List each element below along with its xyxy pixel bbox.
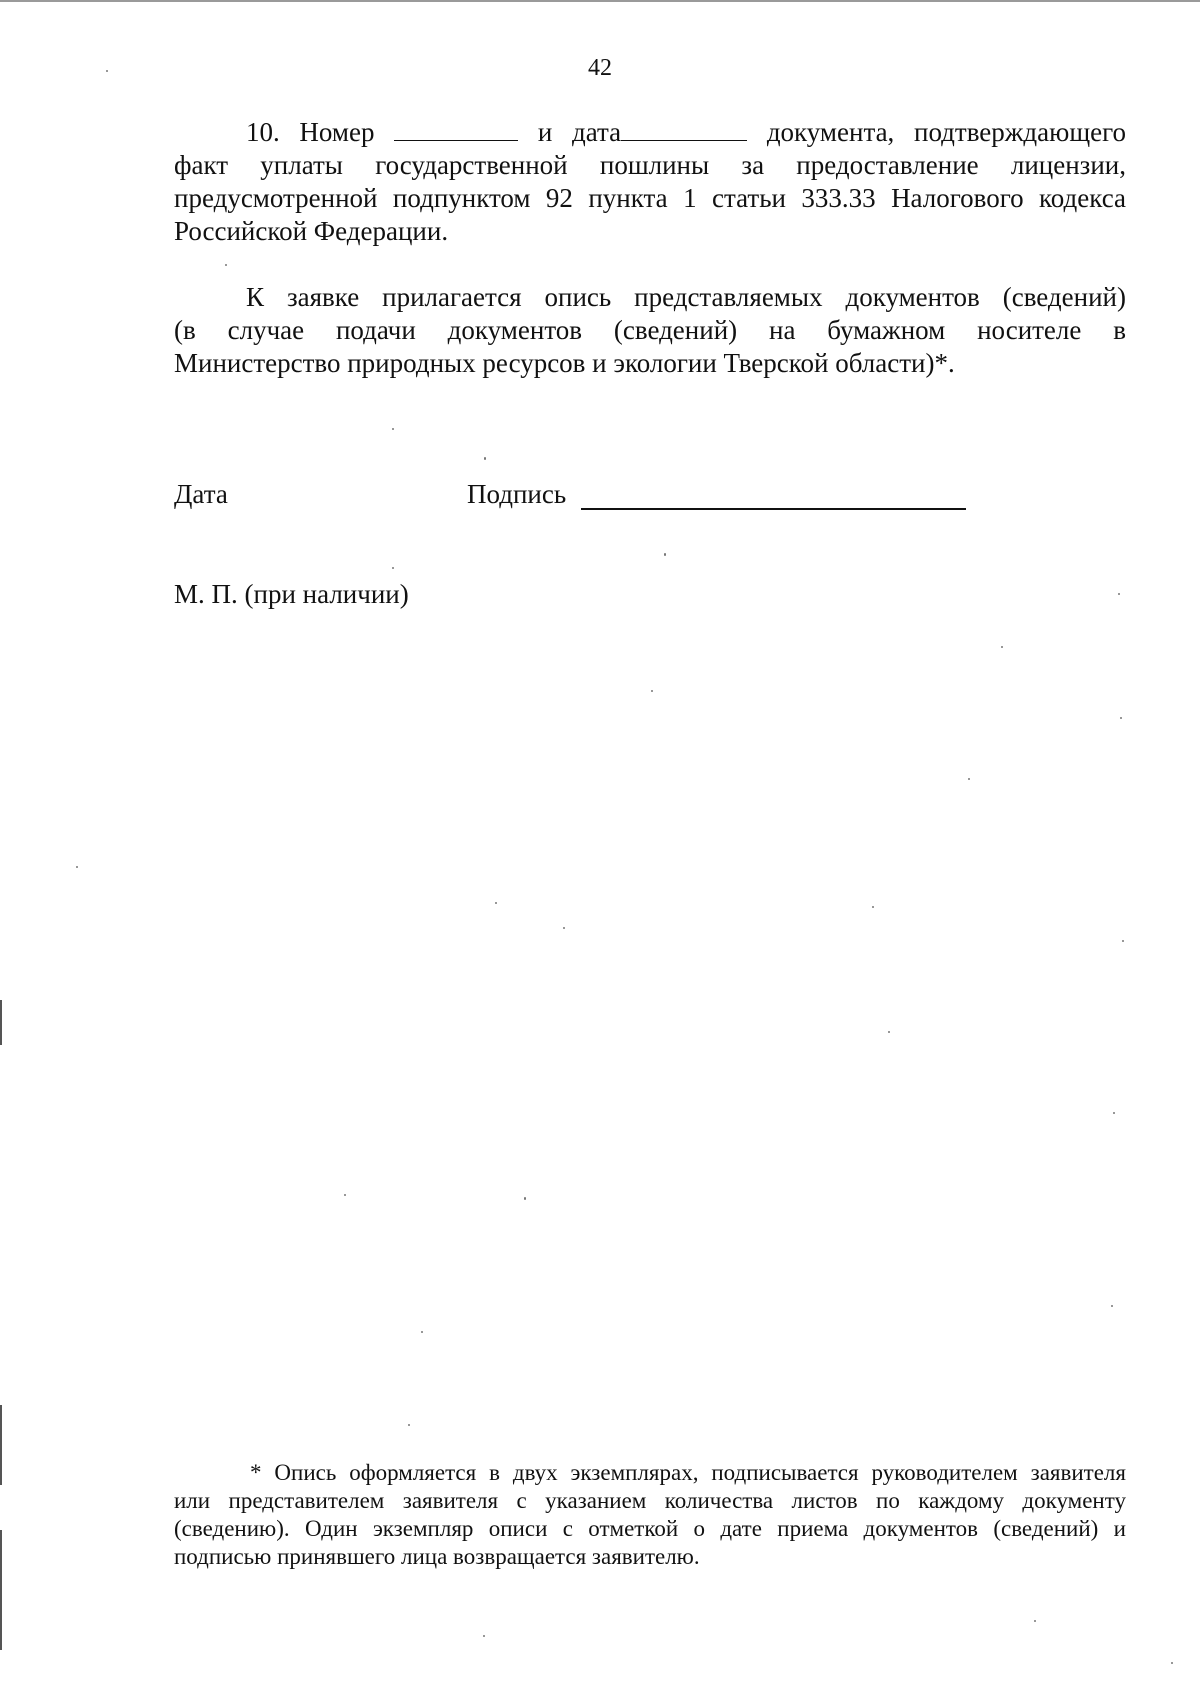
scan-speck — [1171, 1662, 1173, 1664]
footnote-line: * Опись оформляется в двух экземплярах, подписывается руководителем заявителя — [250, 1460, 1126, 1485]
date-label: Дата — [174, 479, 228, 509]
scan-speck — [392, 567, 394, 569]
date-blank-field — [621, 118, 747, 141]
scan-speck — [1001, 646, 1003, 648]
paragraph-line — [174, 116, 1126, 149]
scan-edge-mark — [0, 1530, 2, 1650]
number-blank-field — [394, 118, 518, 141]
paragraph-line: Российской Федерации. — [174, 216, 449, 246]
paragraph-attachment — [174, 281, 1126, 380]
footnote — [174, 1459, 1126, 1571]
scan-speck — [106, 70, 108, 72]
scan-speck — [664, 553, 666, 556]
footnote-line: подписью принявшего лица возвращается заявителю. — [174, 1544, 700, 1569]
scan-speck — [968, 778, 970, 780]
number-label: 10. Номер — [246, 117, 375, 147]
paragraph-line: факт уплаты государственной пошлины за предоставление лицензии, — [174, 150, 1126, 180]
date-label-inline: и дата — [537, 117, 622, 147]
scan-speck — [225, 264, 227, 266]
scan-speck — [872, 906, 874, 908]
document-text: документа, подтверждающего — [766, 117, 1126, 147]
scan-speck — [524, 1197, 526, 1200]
paragraph-payment-details — [174, 116, 1126, 248]
scan-speck — [421, 1331, 423, 1333]
signature-line — [581, 508, 966, 510]
footnote-line: или представителем заявителя с указанием количества листов по каждому документу — [174, 1488, 1126, 1513]
paragraph-line: (в случае подачи документов (сведений) на бумажном носителе в — [174, 315, 1126, 345]
page-number: 42 — [588, 55, 612, 81]
scan-speck — [484, 457, 486, 460]
scan-speck — [563, 927, 565, 929]
paragraph-line: предусмотренной подпунктом 92 пункта 1 статьи 333.33 Налогового кодекса — [174, 183, 1126, 213]
scan-speck — [392, 428, 394, 430]
scan-speck — [1118, 593, 1120, 595]
paragraph-line: К заявке прилагается опись представляемых документов (сведений) — [246, 282, 1126, 312]
scan-speck — [344, 1194, 346, 1196]
scan-speck — [651, 690, 653, 692]
paragraph-line: Министерство природных ресурсов и экологии Тверской области)*. — [174, 348, 955, 378]
scan-speck — [1122, 940, 1124, 942]
scan-speck — [483, 1635, 485, 1637]
signature-label: Подпись — [467, 479, 567, 509]
scan-speck — [76, 866, 78, 868]
scan-speck — [1120, 717, 1122, 719]
stamp-label: М. П. (при наличии) — [174, 579, 409, 609]
scan-speck — [1113, 1112, 1115, 1114]
scan-speck — [1034, 1620, 1036, 1622]
scan-speck — [408, 1424, 410, 1426]
scan-speck — [495, 902, 497, 904]
scan-speck — [888, 1031, 890, 1033]
scan-edge-mark — [0, 1405, 2, 1485]
scan-top-edge — [0, 0, 1200, 2]
scan-speck — [1111, 1305, 1113, 1307]
scan-edge-mark — [0, 1000, 2, 1045]
footnote-line: (сведению). Один экземпляр описи с отметкой о дате приема документов (сведений) и — [174, 1516, 1126, 1541]
